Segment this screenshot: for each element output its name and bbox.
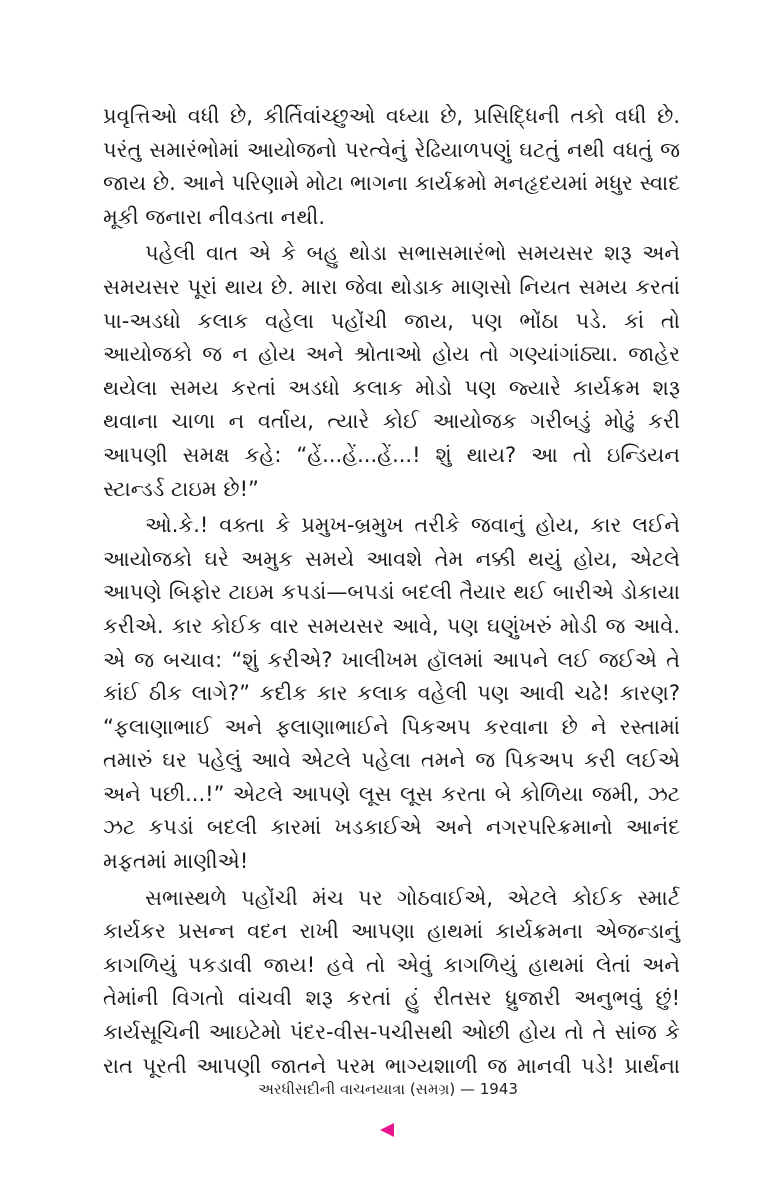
paragraph-4: સભાસ્થળે પહોંચી મંચ પર ગોઠવાઈએ, એટલે કોઈક સ્માર્ટ કાર્યકર પ્રસન્ન વદન રાખી આપણા હાથમાં કાર્યક્રમના એજન્ડાનું કાગળિયું પકડાવી જાય! હવે તો એવું કાગળિયું હાથમાં લેતાં અને તેમાંની વિગતો વાંચવી શરૂ કરતાં હું રીતસર ધ્રુજારી અનુભવું છું! કાર્યસૂચિની આઇટેમો પંદર-વીસ-પચીસથી ઓછી હોય તો તે સાંજ કે રાત પૂરતી આપણી જાતને પરમ ભાગ્યશાળી જ માનવી પડે! પ્રાર્થના <box>103 885 680 1078</box>
paragraph-3: ઓ.કે.! વક્તા કે પ્રમુખ-બ્રમુખ તરીકે જવાનું હોય, કાર લઈને આયોજકો ઘરે અમુક સમયે આવશે તેમ નક્કી થયું હોય, એટલે આપણે બિફોર ટાઇમ કપડાં—બપડાં બદલી તૈયાર થઈ બારીએ ડોકાયા કરીએ. કાર કોઈક વાર સમયસર આવે, પણ ઘણુંખરું મોડી જ આવે. એ જ બચાવ: “શું કરીએ? ખાલીખમ હૉલમાં આપને લઈ જઈએ તે કાંઈ ઠીક લાગે?” કદીક કાર કલાક વહેલી પણ આવી ચઢે! કારણ? “ફલાણાભાઈ અને ફલાણાભાઈને પિકઅપ કરવાના છે ને રસ્તામાં તમારું ઘર પહેલું આવે એટલે પહેલા તમને જ પિકઅપ કરી લઈએ અને પછી...!” એટલે આપણે લૂસ લૂસ કરતા બે કોળિયા જમી, ઝટ ઝટ કપડાં બદલી કારમાં ખડકાઈએ અને નગરપરિક્રમાનો આનંદ મફતમાં માણીએ! <box>103 513 680 874</box>
body-text <box>103 100 680 1083</box>
paragraph-1: પ્રવૃત્તિઓ વધી છે, કીર્તિવાંચ્છુઓ વધ્યા છે, પ્રસિદ્ધિની તકો વધી છે. પરંતુ સમારંભોમાં આયોજનો પરત્વેનું રેઢિયાળપણું ઘટતું નથી વધતું જ જાય છે. આને પરિણામે મોટા ભાગના કાર્યક્રમો મનહૃદયમાં મધુર સ્વાદ મૂકી જનારા નીવડતા નથી. <box>103 104 680 229</box>
page-footer: અરધીસદીની વાચનયાત્રા (સમગ્ર) — 1943 <box>258 1080 518 1098</box>
previous-page-triangle-left-icon[interactable] <box>380 1123 394 1137</box>
paragraph-2: પહેલી વાત એ કે બહુ થોડા સભાસમારંભો સમયસર શરૂ અને સમયસર પૂરાં થાય છે. મારા જેવા થોડાક માણસો નિયત સમય કરતાં પા-અડધો કલાક વહેલા પહોંચી જાય, પણ ભોંઠા પડે. કાં તો આયોજકો જ ન હોય અને શ્રોતાઓ હોય તો ગણ્યાંગાંઠ્યા. જાહેર થયેલા સમય કરતાં અડધો કલાક મોડો પણ જ્યારે કાર્યક્રમ શરૂ થવાના ચાળા ન વર્તાય, ત્યારે કોઈ આયોજક ગરીબડું મોઢું કરી આપણી સમક્ષ કહે: “હેં...હેં...હેં...! શું થાય? આ તો ઇન્ડિયન સ્ટાન્ડર્ડ ટાઇમ છે!” <box>103 241 680 501</box>
